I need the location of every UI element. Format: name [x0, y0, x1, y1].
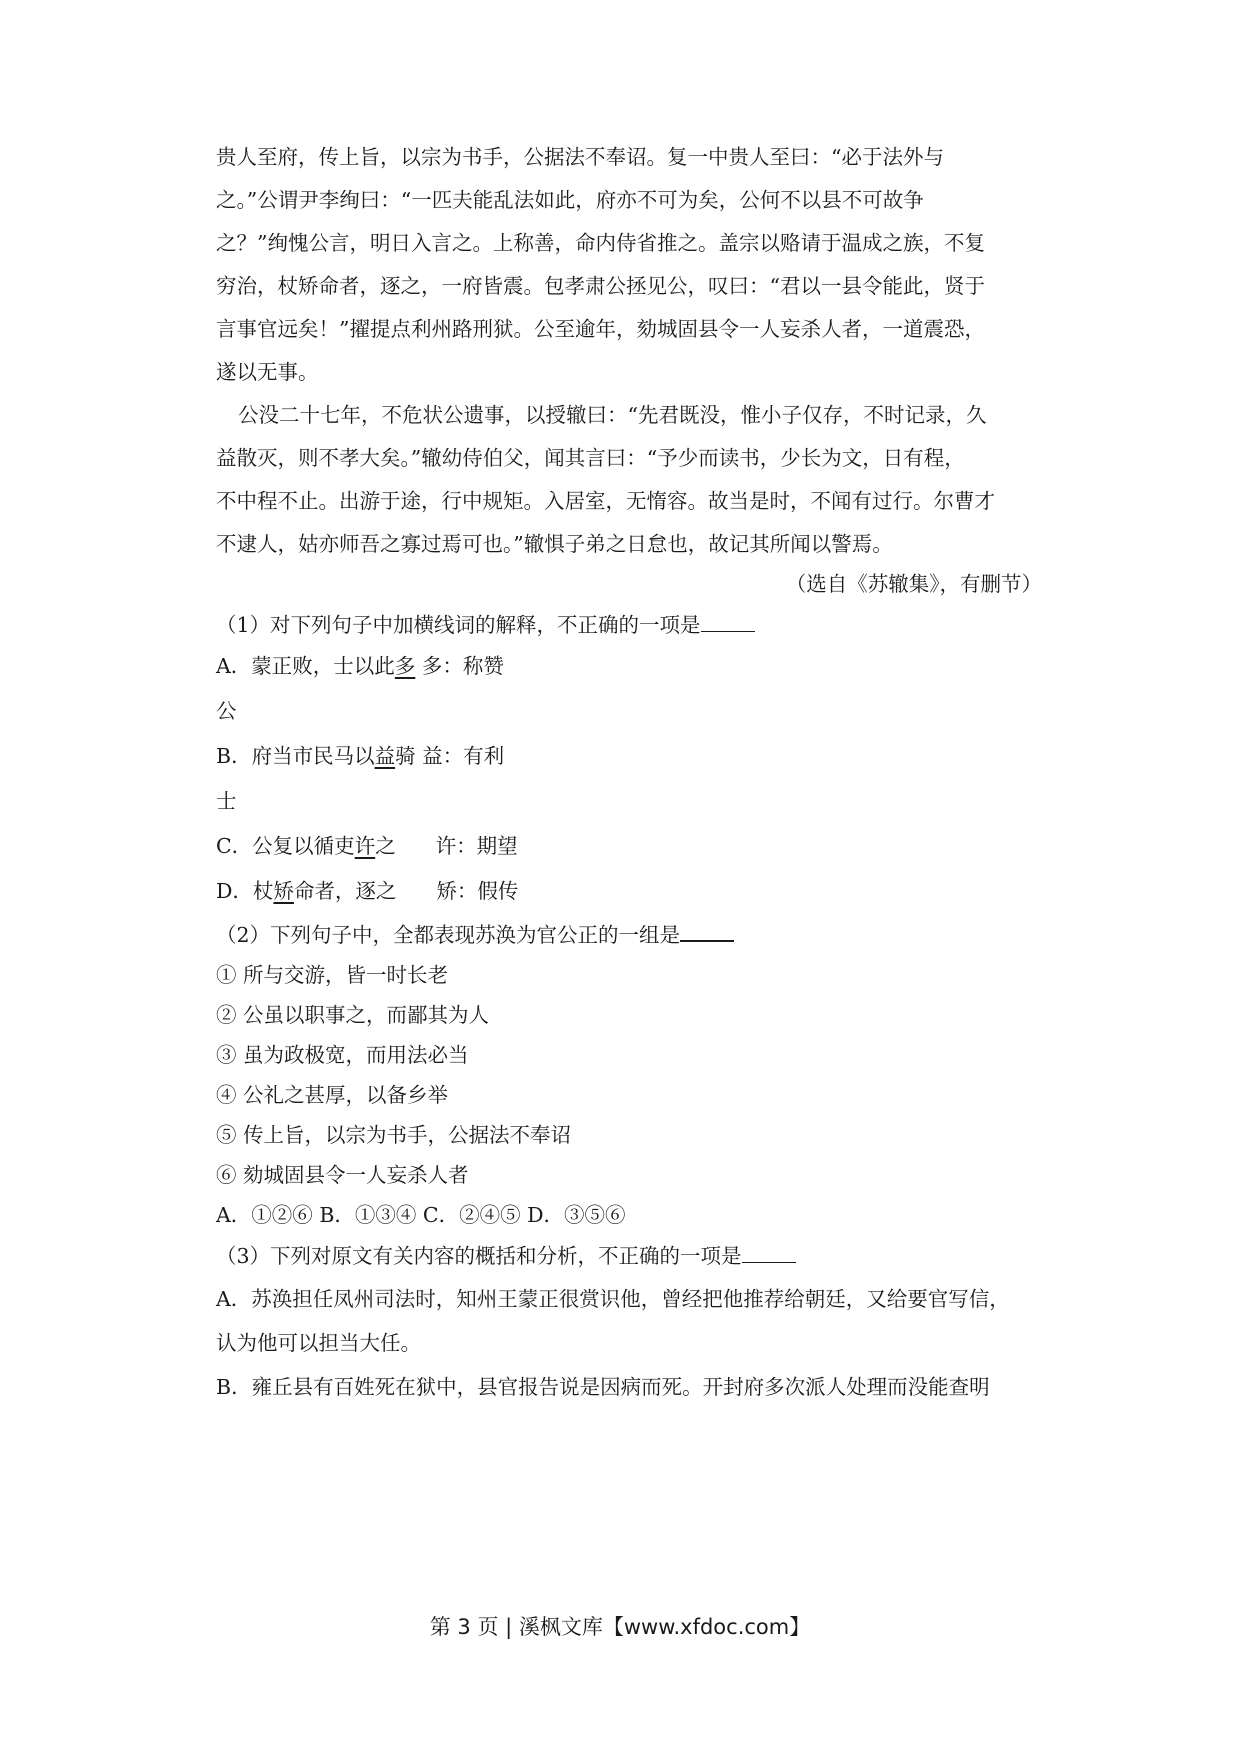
- list-item: ② 公虽以职事之，而鄙其为人: [216, 1003, 490, 1027]
- option-d-gloss: 矫：假传: [436, 879, 519, 903]
- passage-source: （选自《苏辙集》，有删节）: [785, 572, 1042, 596]
- option-a-continuation: 认为他可以担当大任。: [216, 1331, 421, 1355]
- passage-line: 贵人至府，传上旨，以宗为书手，公据法不奉诏。复一中贵人至曰：“必于法外与: [216, 145, 944, 169]
- question-1-stem: [216, 609, 755, 640]
- passage-line: 之？”绚愧公言，明日入言之。上称善，命内侍省推之。盖宗以赂请于温成之族，不复: [216, 231, 985, 255]
- passage-line: 穷治，杖矫命者，逐之，一府皆震。包孝肃公拯见公，叹曰：“君以一县令能此，贤于: [216, 274, 985, 298]
- option-c-text-post: 之: [375, 834, 396, 858]
- underlined-word: 许: [354, 834, 376, 858]
- question-3-stem: [216, 1240, 796, 1271]
- question-stem-text: （2）下列句子中，全都表现苏涣为官公正的一组是: [216, 923, 681, 947]
- list-item: ③ 虽为政极宽，而用法必当: [216, 1043, 469, 1067]
- option-a: A．苏涣担任凤州司法时，知州王蒙正很赏识他，曾经把他推荐给朝廷，又给要官写信，: [216, 1287, 1010, 1311]
- question-stem-text: （1）对下列句子中加横线词的解释，不正确的一项是: [216, 613, 701, 637]
- answer-blank: [701, 609, 755, 632]
- option-a: [216, 651, 504, 681]
- passage-line: 益散灭，则不孝大矣。”辙幼侍伯父，闻其言曰：“予少而读书，少长为文，日有程，: [216, 446, 965, 470]
- question-stem-text: （3）下列对原文有关内容的概括和分析，不正确的一项是: [216, 1244, 742, 1268]
- passage-line: 言事官远矣！”擢提点利州路刑狱。公至逾年，劾城固县令一人妄杀人者，一道震恐，: [216, 317, 985, 341]
- list-item: ⑤ 传上旨，以宗为书手，公据法不奉诏: [216, 1123, 572, 1147]
- option-b-text-post: 骑: [395, 744, 416, 768]
- underlined-word: 矫: [273, 879, 294, 903]
- list-item: ① 所与交游，皆一时长老: [216, 963, 449, 987]
- underlined-word: 益: [374, 744, 396, 768]
- question-2-stem: [216, 918, 734, 950]
- answer-blank: [680, 918, 734, 942]
- option-c-gloss: 许：期望: [435, 834, 518, 858]
- passage-line: 不逮人，姑亦师吾之寡过焉可也。”辙惧子弟之日怠也，故记其所闻以警焉。: [216, 532, 893, 556]
- passage-line: 遂以无事。: [216, 360, 319, 384]
- option-c: [216, 831, 518, 861]
- underlined-word: 多: [394, 654, 416, 678]
- question-2-options: A．①②⑥ B．①③④ C．②④⑤ D．③⑤⑥: [216, 1203, 626, 1227]
- option-b-gloss: 益：有利: [415, 744, 505, 768]
- list-item: ⑥ 劾城固县令一人妄杀人者: [216, 1163, 469, 1187]
- option-c-text: C．公复以循吏: [216, 834, 355, 858]
- option-b: [216, 741, 504, 771]
- option-d-text: D．杖: [216, 879, 274, 903]
- page-footer: 第 3 页 | 溪枫文库【www.xfdoc.com】: [429, 1615, 811, 1639]
- option-a-continuation: 公: [216, 699, 237, 723]
- option-d-text-post: 命者，逐之: [293, 879, 397, 903]
- passage-line: 不中程不止。出游于途，行中规矩。入居室，无惰容。故当是时，不闻有过行。尔曹才: [216, 489, 995, 513]
- passage-line: 之。”公谓尹李绚曰：“一匹夫能乱法如此，府亦不可为矣，公何不以县不可故争: [216, 188, 924, 212]
- option-a-text: A．蒙正败，士以此: [216, 654, 395, 678]
- answer-blank: [742, 1240, 796, 1263]
- option-d: [216, 876, 518, 906]
- list-item: ④ 公礼之甚厚，以备乡举: [216, 1083, 449, 1107]
- option-b: B．雍丘县有百姓死在狱中，县官报告说是因病而死。开封府多次派人处理而没能查明: [216, 1375, 990, 1399]
- option-b-text: B．府当市民马以: [216, 744, 375, 768]
- passage-line: 公没二十七年，不危状公遗事，以授辙曰：“先君既没，惟小子仅存，不时记录，久: [238, 403, 987, 427]
- option-b-continuation: 士: [216, 789, 237, 813]
- option-a-gloss: 多：称赞: [415, 654, 504, 678]
